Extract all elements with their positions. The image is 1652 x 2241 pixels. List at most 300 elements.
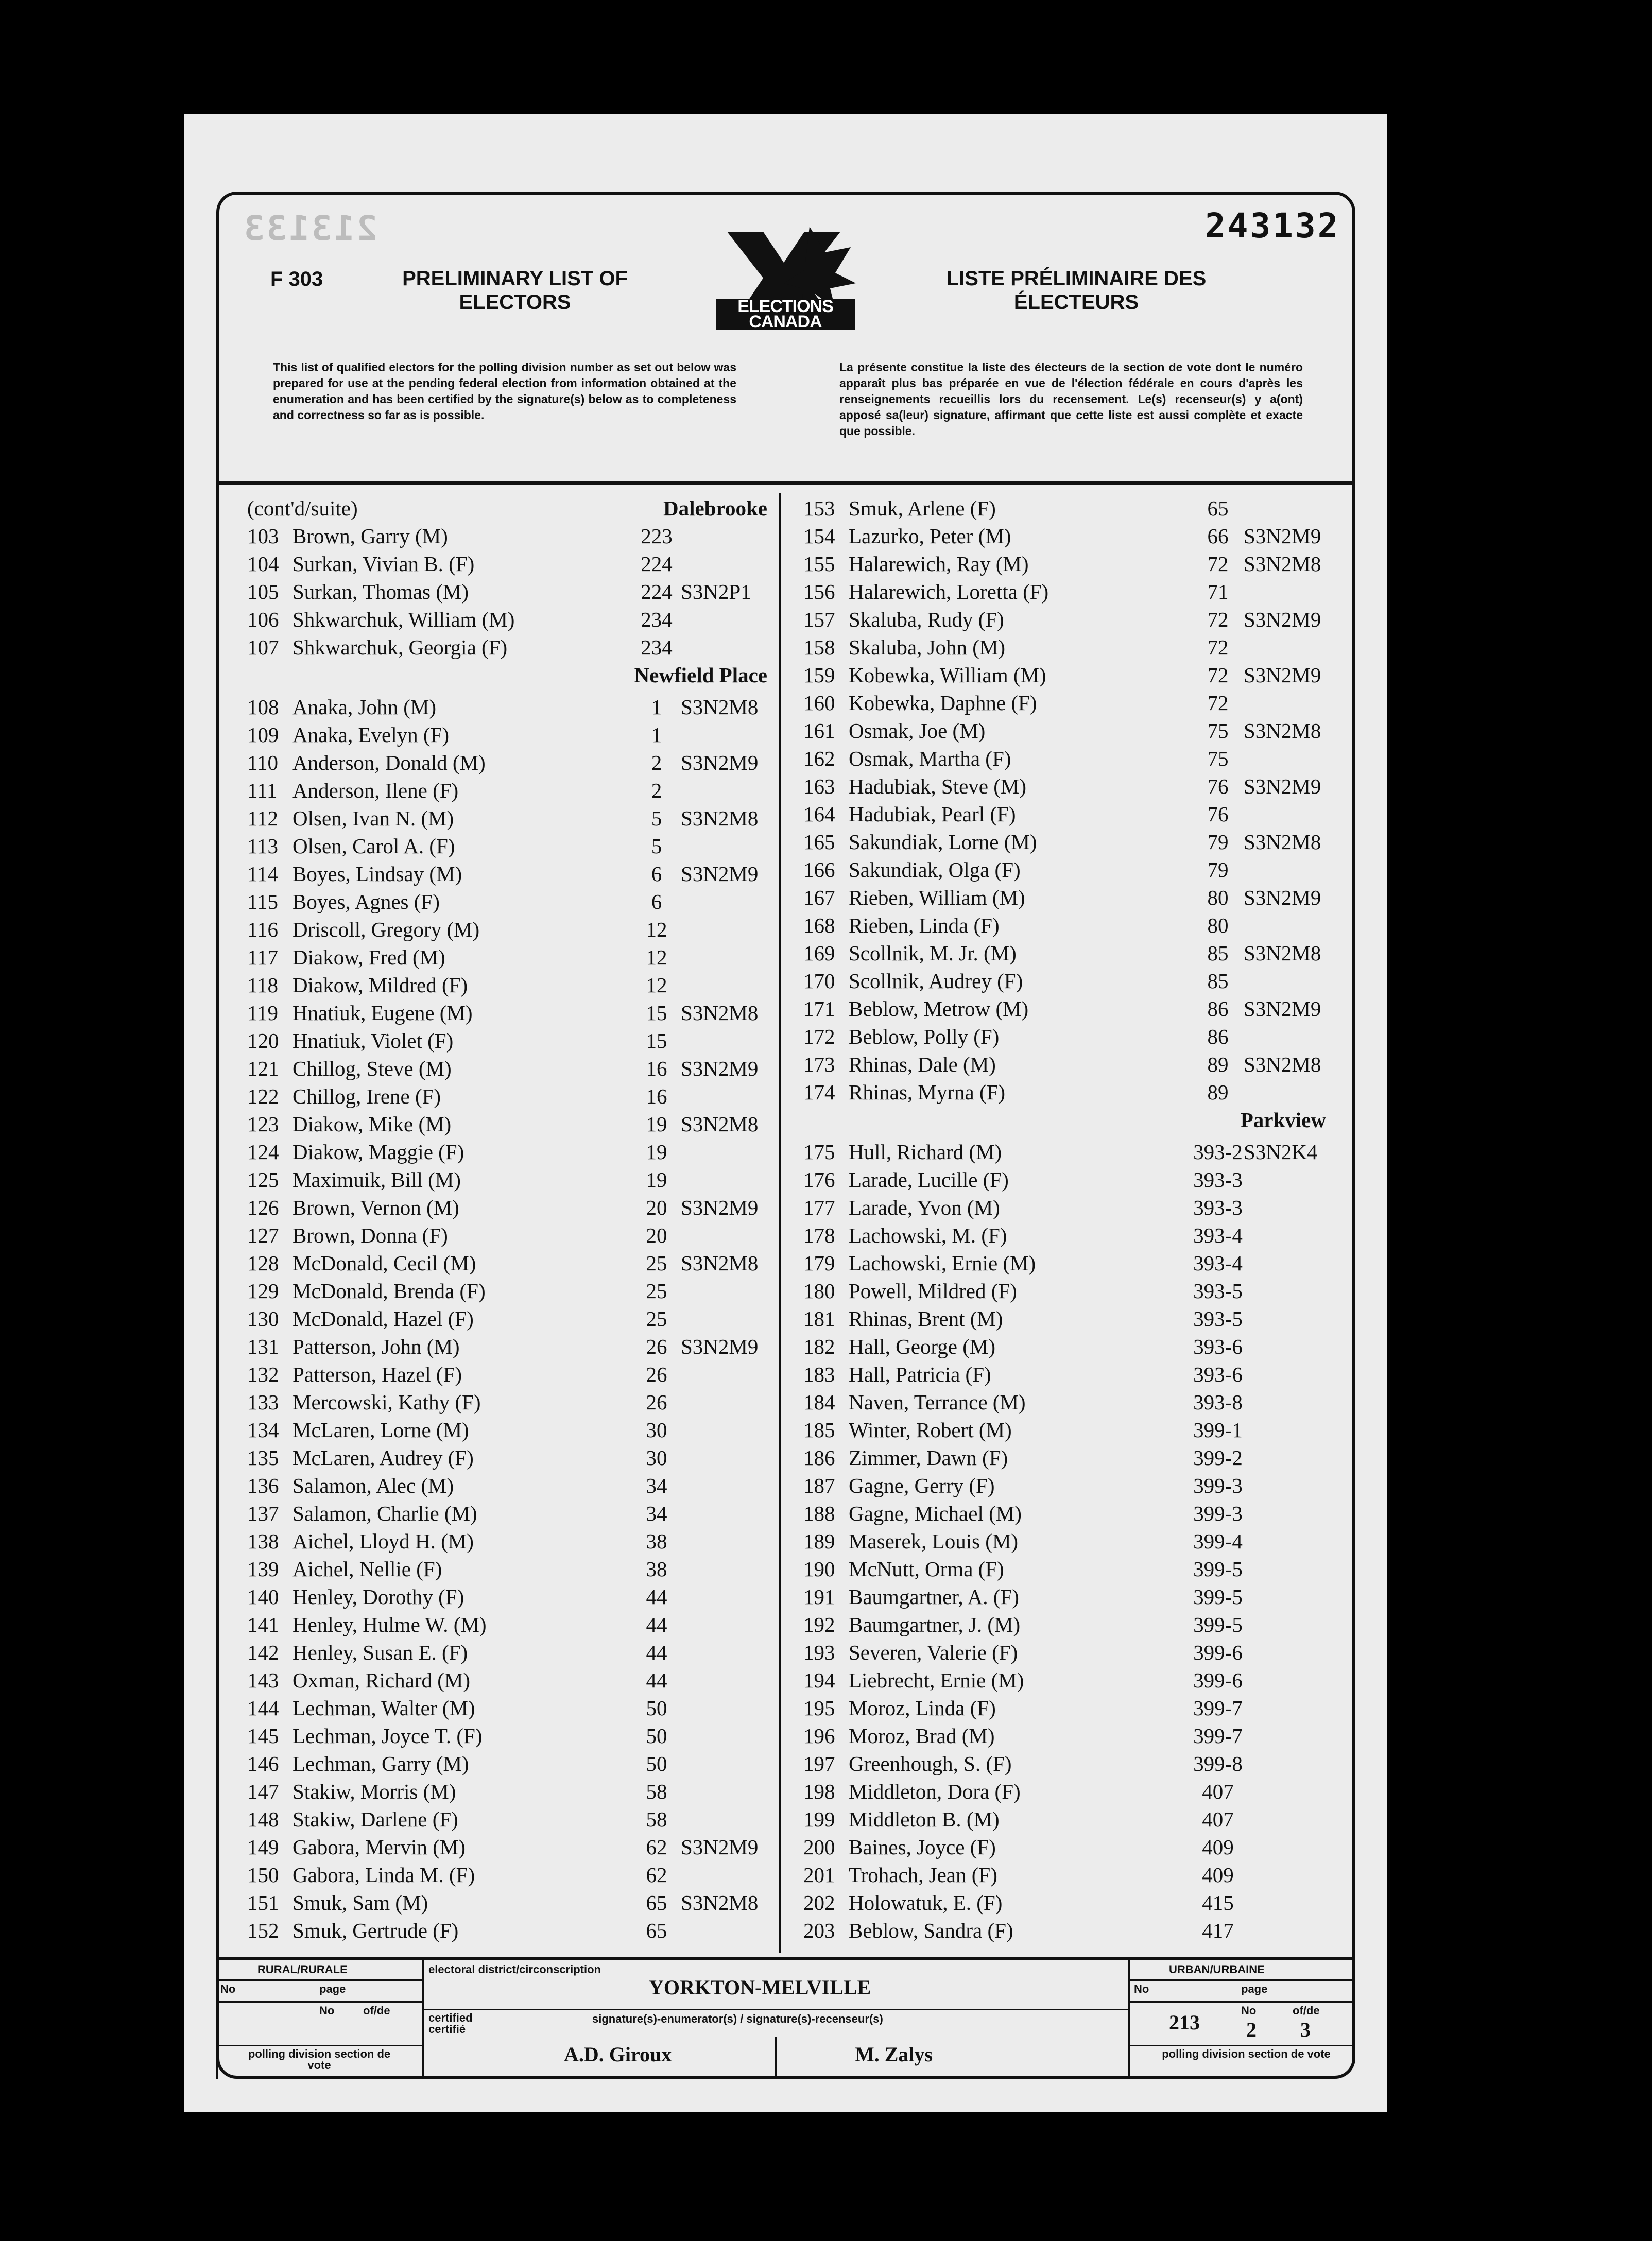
elector-address: 80 [1207,886,1229,909]
elector-number: 193 [803,1641,835,1664]
elector-address: 50 [646,1752,667,1775]
elector-number: 170 [803,969,835,993]
elector-name: Winter, Robert (M) [849,1418,1012,1442]
elector-postal-code: S3N2P1 [681,580,751,604]
elector-row [247,832,767,860]
elector-list [247,522,767,661]
elector-address: 393-2 [1193,1140,1243,1164]
elector-address: 409 [1202,1863,1234,1887]
footer-rule [216,2001,422,2003]
elector-postal-code: S3N2M9 [1244,608,1321,631]
elector-row [247,1833,767,1861]
elector-address: 12 [646,945,667,969]
elector-name: Lechman, Garry (M) [292,1752,469,1775]
elector-row [803,1194,1339,1221]
elector-row [803,606,1339,633]
elector-row [803,1722,1339,1750]
elector-name: Oxman, Richard (M) [292,1668,470,1692]
elector-address: 86 [1207,1025,1229,1048]
elector-number: 180 [803,1279,835,1303]
elector-address: 223 [641,524,673,548]
elector-postal-code: S3N2M8 [681,1001,759,1025]
elector-row [247,1527,767,1555]
elector-address: 399-7 [1193,1696,1243,1720]
elector-number: 119 [247,1001,278,1025]
elector-address: 85 [1207,941,1229,965]
elector-row [247,860,767,888]
elector-address: 44 [646,1613,667,1636]
elector-row [247,522,767,550]
elector-row [247,1110,767,1138]
elector-address: 393-6 [1193,1335,1243,1358]
elector-name: Skaluba, Rudy (F) [849,608,1004,631]
elector-number: 135 [247,1446,279,1470]
elector-row [803,689,1339,717]
elector-name: Lechman, Joyce T. (F) [292,1724,483,1748]
elector-address: 6 [651,862,662,886]
elector-address: 25 [646,1307,667,1331]
elector-number: 172 [803,1025,835,1048]
elector-row [247,749,767,777]
elector-address: 50 [646,1724,667,1748]
elector-address: 417 [1202,1919,1234,1942]
elector-number: 195 [803,1696,835,1720]
elector-row [803,856,1339,884]
elector-name: Smuk, Gertrude (F) [292,1919,459,1942]
elector-row [247,777,767,804]
elector-row [803,911,1339,939]
elector-name: Diakow, Fred (M) [292,945,445,969]
elector-postal-code: S3N2M8 [1244,830,1321,854]
elector-number: 138 [247,1529,279,1553]
elector-row [247,943,767,971]
elector-name: Stakiw, Morris (M) [292,1780,456,1803]
footer-rule [216,2045,422,2046]
elector-row [247,1611,767,1639]
elector-number: 112 [247,806,278,830]
elector-name: Liebrecht, Ernie (M) [849,1668,1024,1692]
urban-page-number: 2 [1246,2018,1257,2041]
elector-row [803,633,1339,661]
elector-address: 79 [1207,858,1229,882]
elector-name: Maserek, Louis (M) [849,1529,1019,1553]
urban-polling-label: polling division section de vote [1162,2047,1331,2060]
elector-address: 399-6 [1193,1668,1243,1692]
elector-number: 151 [247,1891,279,1915]
elector-address: 75 [1207,747,1229,770]
elector-address: 89 [1207,1053,1229,1076]
elector-address: 16 [646,1084,667,1108]
elector-row [247,1138,767,1166]
elector-number: 155 [803,552,835,576]
elector-row [247,1416,767,1444]
elector-row [803,1416,1339,1444]
elector-address: 12 [646,973,667,997]
elector-address: 72 [1207,691,1229,715]
elector-address: 399-1 [1193,1418,1243,1442]
elector-number: 125 [247,1168,279,1192]
elector-number: 166 [803,858,835,882]
elector-number: 153 [803,496,835,520]
urban-label: URBAN/URBAINE [1169,1963,1265,1976]
footer-rule [422,1960,424,2079]
elector-name: Middleton, Dora (F) [849,1780,1021,1803]
elector-number: 183 [803,1363,835,1386]
elector-name: Surkan, Thomas (M) [292,580,469,604]
elector-row [247,1305,767,1333]
elector-number: 108 [247,695,279,719]
elector-address: 62 [646,1835,667,1859]
elector-address: 234 [641,608,673,631]
footer-block [216,1957,1355,2079]
elector-address: 44 [646,1585,667,1609]
elector-number: 169 [803,941,835,965]
elector-number: 201 [803,1863,835,1887]
elector-address: 30 [646,1418,667,1442]
elector-row [803,550,1339,578]
elector-row [803,800,1339,828]
elector-number: 142 [247,1641,279,1664]
elector-address: 85 [1207,969,1229,993]
elector-row [803,1333,1339,1360]
elector-number: 184 [803,1390,835,1414]
elector-row [803,1277,1339,1305]
elector-address: 393-5 [1193,1279,1243,1303]
elector-name: Diakow, Maggie (F) [292,1140,464,1164]
elector-number: 147 [247,1780,279,1803]
elector-name: Halarewich, Loretta (F) [849,580,1049,604]
elector-name: Brown, Donna (F) [292,1223,448,1247]
elector-address: 86 [1207,997,1229,1021]
elector-number: 194 [803,1668,835,1692]
elector-row [803,772,1339,800]
footer-rule [424,2009,1128,2010]
footer-rule [775,2037,777,2076]
elector-address: 1 [651,723,662,747]
elector-number: 127 [247,1223,279,1247]
elector-address: 19 [646,1140,667,1164]
elector-number: 120 [247,1029,279,1053]
elector-list [803,494,1339,1106]
elector-name: Baines, Joyce (F) [849,1835,996,1859]
title-french: LISTE PRÉLIMINAIRE DES ÉLECTEURS [946,267,1207,314]
elector-row [803,1499,1339,1527]
elector-name: Baumgartner, J. (M) [849,1613,1021,1636]
header-divider [216,481,1355,485]
elector-name: Gagne, Gerry (F) [849,1474,995,1497]
elector-postal-code: S3N2M8 [1244,552,1321,576]
elector-number: 188 [803,1502,835,1525]
elector-row [247,1082,767,1110]
elector-number: 158 [803,635,835,659]
elector-name: Halarewich, Ray (M) [849,552,1029,576]
elector-row [247,1333,767,1360]
elector-name: Hnatiuk, Eugene (M) [292,1001,473,1025]
elector-name: Zimmer, Dawn (F) [849,1446,1008,1470]
elector-postal-code: S3N2M9 [1244,997,1321,1021]
elector-number: 168 [803,913,835,937]
elector-name: Larade, Yvon (M) [849,1196,1000,1219]
elector-number: 197 [803,1752,835,1775]
elector-name: Moroz, Brad (M) [849,1724,995,1748]
elector-row [803,1138,1339,1166]
elector-address: 20 [646,1223,667,1247]
elector-row [247,1472,767,1499]
elector-postal-code: S3N2M9 [681,1335,759,1358]
elector-number: 191 [803,1585,835,1609]
elector-name: McLaren, Audrey (F) [292,1446,474,1470]
elector-row [803,1583,1339,1611]
elector-name: Driscoll, Gregory (M) [292,918,480,941]
elector-name: Kobewka, Daphne (F) [849,691,1037,715]
elector-name: Hnatiuk, Violet (F) [292,1029,454,1053]
elector-address: 2 [651,751,662,774]
elector-row [247,606,767,633]
intro-text-french: La présente constitue la liste des électeurs de la section de vote dont le numéro apparaît plus bas préparée en vue de l'élection fédérale en cours d'après les renseignements recueillis lors du recensement. Le(s) recenseur(s) y a(ont) apposé sa(leur) signature, affirmant que cette liste est aussi complète et exacte que possible. [839,360,1303,438]
street-row [247,661,767,693]
elector-number: 113 [247,834,278,858]
elector-postal-code: S3N2M9 [681,751,759,774]
elector-number: 189 [803,1529,835,1553]
elector-address: 75 [1207,719,1229,743]
elector-address: 399-2 [1193,1446,1243,1470]
elector-number: 145 [247,1724,279,1748]
elector-address: 76 [1207,774,1229,798]
elector-name: Chillog, Irene (F) [292,1084,441,1108]
elector-name: Beblow, Metrow (M) [849,997,1029,1021]
elector-row [247,1444,767,1472]
elector-number: 192 [803,1613,835,1636]
elector-address: 399-5 [1193,1557,1243,1581]
elector-address: 234 [641,635,673,659]
elector-number: 131 [247,1335,279,1358]
elector-number: 163 [803,774,835,798]
elector-row [803,1166,1339,1194]
elector-name: Brown, Vernon (M) [292,1196,459,1219]
urban-page-total: 3 [1300,2018,1311,2041]
elector-name: Kobewka, William (M) [849,663,1046,687]
elector-row [803,828,1339,856]
elector-postal-code: S3N2M8 [1244,1053,1321,1076]
urban-of-label: of/de [1293,2004,1320,2017]
elector-row [247,1666,767,1694]
elector-postal-code: S3N2M9 [1244,774,1321,798]
elector-number: 179 [803,1251,835,1275]
elector-list [803,1138,1339,1944]
elector-row [247,1917,767,1944]
elector-address: 409 [1202,1835,1234,1859]
elector-name: Hall, George (M) [849,1335,996,1358]
elector-row [247,1861,767,1889]
elector-number: 178 [803,1223,835,1247]
elector-name: Anderson, Ilene (F) [292,779,459,802]
elector-number: 181 [803,1307,835,1331]
elector-row [247,999,767,1027]
elector-address: 224 [641,552,673,576]
elector-name: Diakow, Mike (M) [292,1112,452,1136]
elector-address: 16 [646,1057,667,1080]
elector-postal-code: S3N2M8 [681,1891,759,1915]
elector-name: Shkwarchuk, Georgia (F) [292,635,508,659]
elector-address: 26 [646,1390,667,1414]
elector-address: 89 [1207,1080,1229,1104]
elector-name: Severen, Valerie (F) [849,1641,1018,1664]
elector-name: Powell, Mildred (F) [849,1279,1017,1303]
form-code: F 303 [270,268,323,290]
elector-name: Rhinas, Dale (M) [849,1053,996,1076]
elector-address: 399-5 [1193,1613,1243,1636]
elector-row [247,1277,767,1305]
elector-number: 126 [247,1196,279,1219]
elector-number: 161 [803,719,835,743]
elector-row [803,1750,1339,1778]
elector-number: 196 [803,1724,835,1748]
elector-number: 157 [803,608,835,631]
urban-no-label: No [1134,1983,1149,1995]
elector-name: Aichel, Nellie (F) [292,1557,442,1581]
elector-name: Henley, Susan E. (F) [292,1641,468,1664]
enumerator-signature-1: A.D. Giroux [564,2043,672,2066]
elector-address: 65 [646,1919,667,1942]
elector-address: 399-4 [1193,1529,1243,1553]
elector-row [803,995,1339,1023]
elector-number: 187 [803,1474,835,1497]
elector-number: 133 [247,1390,279,1414]
elector-address: 38 [646,1557,667,1581]
elector-row [803,1305,1339,1333]
elector-postal-code: S3N2M9 [681,862,759,886]
elector-number: 123 [247,1112,279,1136]
elector-row [803,1555,1339,1583]
elector-number: 146 [247,1752,279,1775]
continued-row [247,494,767,522]
elector-address: 34 [646,1474,667,1497]
elector-number: 124 [247,1140,279,1164]
elector-name: Lechman, Walter (M) [292,1696,475,1720]
elector-number: 202 [803,1891,835,1915]
elector-row [803,1861,1339,1889]
elector-number: 143 [247,1668,279,1692]
elector-name: Patterson, John (M) [292,1335,460,1358]
elector-postal-code: S3N2M8 [681,806,759,830]
elector-row [247,1027,767,1055]
elector-row [247,578,767,606]
elector-row [803,1694,1339,1722]
elector-number: 150 [247,1863,279,1887]
elector-name: Surkan, Vivian B. (F) [292,552,475,576]
elector-row [803,1221,1339,1249]
elector-address: 72 [1207,635,1229,659]
elector-address: 407 [1202,1807,1234,1831]
elector-row [803,1805,1339,1833]
elector-number: 160 [803,691,835,715]
elector-address: 71 [1207,580,1229,604]
elector-row [247,1694,767,1722]
elector-address: 72 [1207,608,1229,631]
elector-name: Skaluba, John (M) [849,635,1006,659]
elector-name: Sakundiak, Lorne (M) [849,830,1037,854]
elector-address: 393-8 [1193,1390,1243,1414]
elector-row [803,939,1339,967]
elector-postal-code: S3N2K4 [1244,1140,1318,1164]
footer-rule [1128,1960,1130,2079]
elector-number: 141 [247,1613,279,1636]
elector-row [803,1249,1339,1277]
elector-name: Boyes, Lindsay (M) [292,862,462,886]
elector-number: 107 [247,635,279,659]
elector-name: Boyes, Agnes (F) [292,890,440,913]
elector-number: 175 [803,1140,835,1164]
elector-number: 117 [247,945,278,969]
elector-number: 121 [247,1057,279,1080]
elector-number: 103 [247,524,279,548]
elector-name: Diakow, Mildred (F) [292,973,468,997]
elector-row [803,1388,1339,1416]
elector-number: 116 [247,918,278,941]
elector-postal-code: S3N2M8 [681,1251,759,1275]
elector-name: Aichel, Lloyd H. (M) [292,1529,474,1553]
elector-number: 152 [247,1919,279,1942]
elector-number: 132 [247,1363,279,1386]
elector-postal-code: S3N2M8 [681,695,759,719]
elector-number: 148 [247,1807,279,1831]
elector-row [803,1917,1339,1944]
elector-row [247,1639,767,1666]
elector-row [247,1555,767,1583]
rural-label: RURAL/RURALE [257,1963,348,1976]
elector-name: McDonald, Hazel (F) [292,1307,474,1331]
elector-address: 26 [646,1363,667,1386]
elector-address: 6 [651,890,662,913]
elector-name: Smuk, Sam (M) [292,1891,428,1915]
elector-name: McLaren, Lorne (M) [292,1418,469,1442]
footer-rule [216,1960,218,2079]
elector-name: Larade, Lucille (F) [849,1168,1009,1192]
elector-row [247,1221,767,1249]
right-elector-column [803,494,1339,1944]
district-label: electoral district/circonscription [428,1963,601,1976]
elector-row [803,967,1339,995]
elector-address: 407 [1202,1780,1234,1803]
elector-address: 72 [1207,663,1229,687]
elector-row [803,1666,1339,1694]
elector-postal-code: S3N2M9 [681,1057,759,1080]
elector-row [803,1444,1339,1472]
elector-number: 186 [803,1446,835,1470]
elector-name: Beblow, Sandra (F) [849,1919,1013,1942]
elector-name: Osmak, Joe (M) [849,719,986,743]
elector-name: Mercowski, Kathy (F) [292,1390,481,1414]
elector-row [247,1750,767,1778]
enumerator-signature-2: M. Zalys [855,2043,933,2066]
elector-number: 115 [247,890,278,913]
elector-number: 174 [803,1080,835,1104]
elector-row [247,1583,767,1611]
rural-no-label: No [220,1983,236,1995]
elector-row [803,884,1339,911]
elector-name: Smuk, Arlene (F) [849,496,996,520]
elector-number: 156 [803,580,835,604]
elector-number: 198 [803,1780,835,1803]
elector-number: 149 [247,1835,279,1859]
district-name: YORKTON-MELVILLE [649,1976,871,1999]
elector-row [803,1023,1339,1050]
elector-row [803,1472,1339,1499]
elector-address: 44 [646,1668,667,1692]
elector-address: 19 [646,1112,667,1136]
elector-name: Trohach, Jean (F) [849,1863,997,1887]
elector-name: Baumgartner, A. (F) [849,1585,1019,1609]
